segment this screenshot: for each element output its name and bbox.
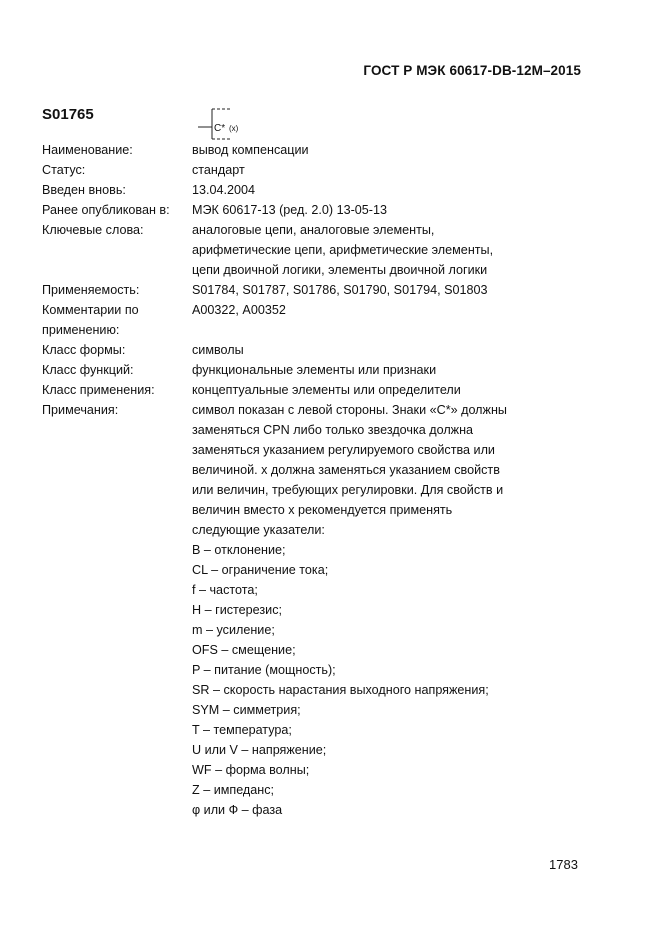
symbol-graphic	[194, 106, 254, 142]
field-value-line: аналоговые цепи, аналоговые элементы,	[192, 223, 435, 237]
field-value-line: CL – ограничение тока;	[192, 563, 329, 577]
field-value-line: OFS – смещение;	[192, 643, 296, 657]
symbol-text: C*	[214, 123, 226, 134]
field-label: Введен вновь:	[42, 183, 126, 197]
field-value-line: H – гистерезис;	[192, 603, 282, 617]
field-value-line: SR – скорость нарастания выходного напряжения;	[192, 683, 489, 697]
field-label: Примечания:	[42, 403, 119, 417]
field-value-line: заменяться CPN либо только звездочка должна	[192, 423, 474, 437]
field-label: Наименование:	[42, 143, 133, 157]
field-value-line: арифметические цепи, арифметические элементы,	[192, 243, 494, 257]
field-label: Ключевые слова:	[42, 223, 144, 237]
field-value-line: заменяться указанием регулируемого свойства или	[192, 443, 495, 457]
field-value-line: SYM – симметрия;	[192, 703, 301, 717]
field-value-line: B – отклонение;	[192, 543, 286, 557]
field-value-line: следующие указатели:	[192, 523, 325, 537]
field-label: применению:	[42, 323, 120, 337]
field-label: Комментарии по	[42, 303, 139, 317]
field-value-line: U или V – напряжение;	[192, 743, 327, 757]
field-value-line: 13.04.2004	[192, 183, 256, 197]
field-value-line: m – усиление;	[192, 623, 275, 637]
field-value-line: функциональные элементы или признаки	[192, 363, 437, 377]
page-number: 1783	[549, 857, 578, 872]
field-label: Статус:	[42, 163, 86, 177]
field-label: Класс функций:	[42, 363, 134, 377]
field-value-line: WF – форма волны;	[192, 763, 310, 777]
field-value-line: А00322, А00352	[192, 303, 286, 317]
document-header: ГОСТ Р МЭК 60617-DB-12M–2015	[363, 63, 581, 78]
field-value-line: символ показан с левой стороны. Знаки «C*» должны	[192, 403, 507, 417]
field-label: Класс формы:	[42, 343, 126, 357]
symbol-variable: (x)	[229, 124, 239, 133]
field-label: Класс применения:	[42, 383, 155, 397]
field-value-line: стандарт	[192, 163, 245, 177]
field-value-line: φ или Ф – фаза	[192, 803, 283, 817]
field-value-line: f – частота;	[192, 583, 258, 597]
field-value-line: символы	[192, 343, 244, 357]
field-value-line: концептуальные элементы или определители	[192, 383, 461, 397]
field-label: Ранее опубликован в:	[42, 203, 170, 217]
field-value-line: вывод компенсации	[192, 143, 309, 157]
field-value-line: S01784, S01787, S01786, S01790, S01794, S01803	[192, 283, 488, 297]
field-value-line: P – питание (мощность);	[192, 663, 336, 677]
field-value-line: T – температура;	[192, 723, 292, 737]
symbol-code: S01765	[42, 106, 94, 123]
field-label: Применяемость:	[42, 283, 140, 297]
field-value-line: величин вместо х рекомендуется применять	[192, 503, 453, 517]
field-value-line: величиной. х должна заменяться указанием свойств	[192, 463, 500, 477]
field-value-line: МЭК 60617-13 (ред. 2.0) 13-05-13	[192, 203, 387, 217]
field-value-line: цепи двоичной логики, элементы двоичной логики	[192, 263, 488, 277]
field-value-line: или величин, требующих регулировки. Для свойств и	[192, 483, 504, 497]
field-value-line: Z – импеданс;	[192, 783, 275, 797]
